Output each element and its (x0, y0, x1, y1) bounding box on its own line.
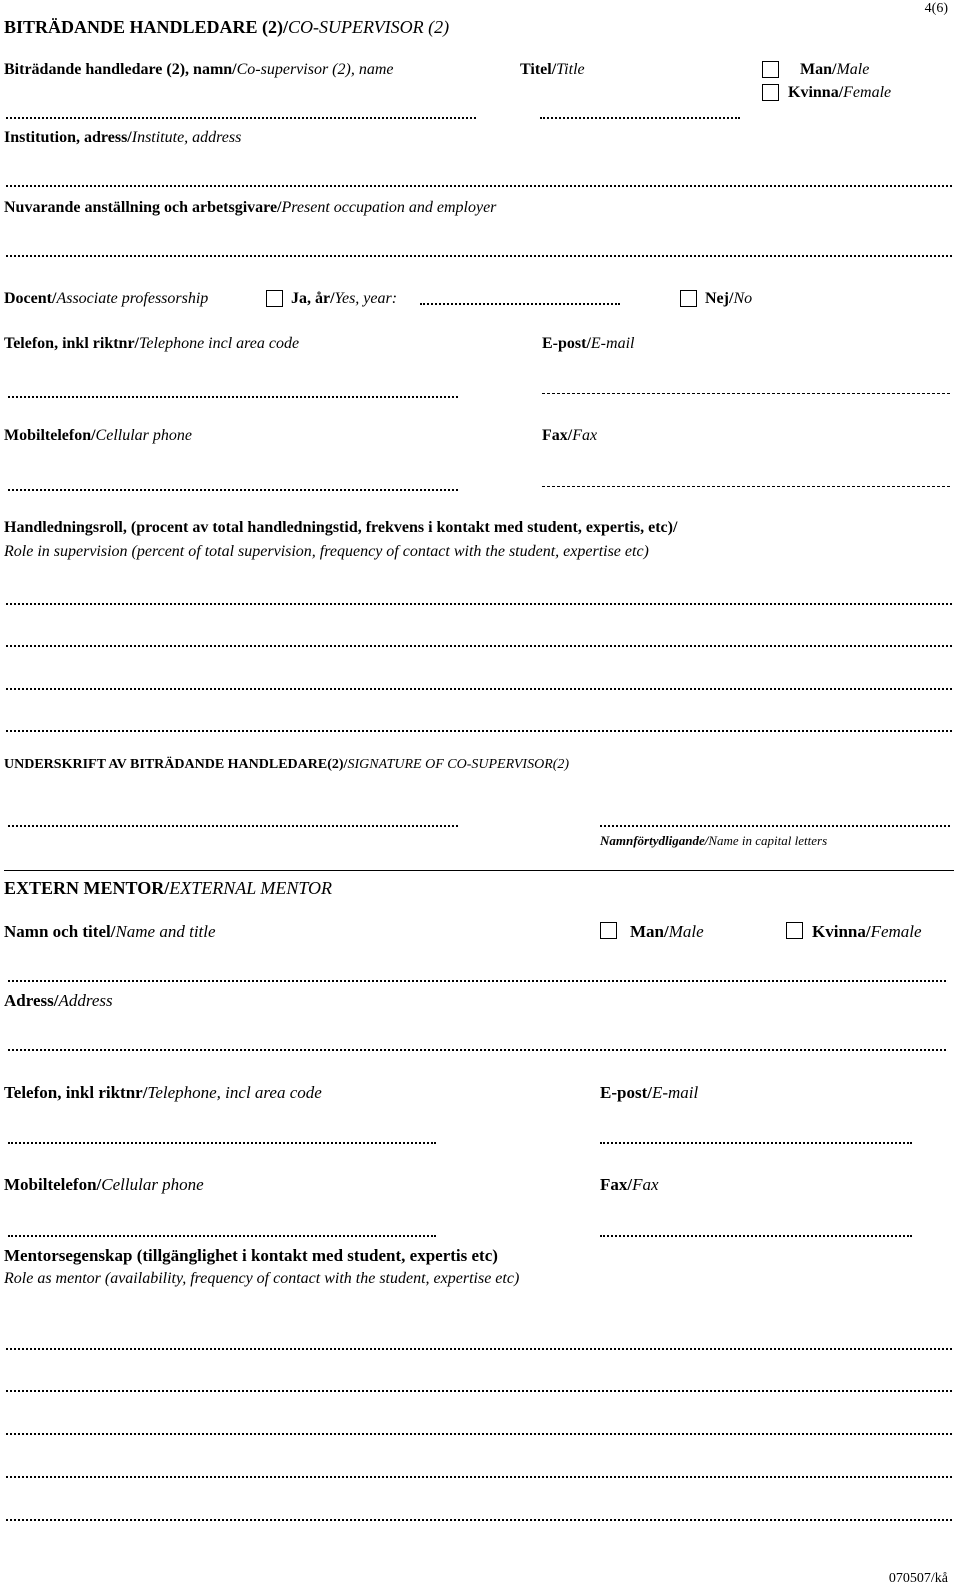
label-sv: Namnförtydligande/ (600, 833, 709, 848)
co-supervisor-name-label (4, 62, 394, 78)
mentor-fax-field[interactable] (600, 1235, 912, 1237)
label-en: Female (870, 922, 922, 941)
label-sv: E-post/ (600, 1083, 652, 1102)
label-sv: Titel/ (520, 61, 557, 78)
label-en: Yes, year: (334, 290, 398, 307)
label-sv: Telefon, inkl riktnr/ (4, 1083, 148, 1102)
mentor-address-field[interactable] (8, 1049, 946, 1051)
label-en: Institute, address (131, 129, 242, 146)
page-number: 4(6) (924, 1, 948, 16)
external-mentor-section-title (4, 879, 332, 897)
mentor-role-field-line-1[interactable] (6, 1348, 952, 1350)
section-title-sv: BITRÄDANDE HANDLEDARE (2)/ (4, 17, 289, 37)
label-en: Telephone, incl area code (147, 1083, 322, 1102)
role-field-line-1[interactable] (6, 603, 952, 605)
label-sv: Kvinna/ (812, 922, 871, 941)
occupation-label (4, 200, 496, 216)
label-sv: Man/ (630, 922, 669, 941)
label-en: SIGNATURE OF CO-SUPERVISOR(2) (347, 757, 570, 772)
email-label (542, 336, 634, 352)
label-en: Address (58, 991, 113, 1010)
mentor-mobile-field[interactable] (8, 1235, 436, 1237)
role-label-sv: Handledningsroll, (procent av total handledningstid, frekvens i kontakt med student, expertis, etc)/ (4, 519, 678, 536)
label-en: E-mail (590, 335, 635, 352)
label-sv: UNDERSKRIFT AV BITRÄDANDE HANDLEDARE(2)/ (4, 757, 348, 772)
label-sv: Fax/ (542, 427, 573, 444)
label-sv: Ja, år/ (291, 290, 335, 307)
female-label (788, 85, 891, 101)
label-en: Associate professorship (56, 290, 209, 307)
label-en: Male (836, 61, 870, 78)
title-field[interactable] (540, 117, 740, 119)
institute-label (4, 130, 241, 146)
label-sv: E-post/ (542, 335, 591, 352)
label-en: Co-supervisor (2), name (236, 61, 394, 78)
mentor-email-label (600, 1084, 698, 1101)
label-sv: Mobiltelefon/ (4, 427, 96, 444)
label-sv: Namn och titel/ (4, 922, 116, 941)
label-en: Present occupation and employer (281, 199, 497, 216)
occupation-field[interactable] (6, 255, 952, 257)
docent-no-label (705, 291, 752, 307)
label-en: Male (668, 922, 704, 941)
label-sv: Telefon, inkl riktnr/ (4, 335, 139, 352)
mentor-role-field-line-2[interactable] (6, 1390, 952, 1392)
label-en: Name in capital letters (708, 833, 828, 848)
signature-field[interactable] (8, 825, 458, 827)
phone-field[interactable] (8, 396, 458, 398)
mentor-name-field[interactable] (8, 980, 946, 982)
mentor-female-checkbox[interactable] (786, 922, 803, 939)
docent-no-checkbox[interactable] (680, 290, 697, 307)
mentor-role-field-line-4[interactable] (6, 1476, 952, 1478)
section-divider (4, 870, 954, 871)
institute-field[interactable] (6, 185, 952, 187)
capital-name-field[interactable] (600, 825, 950, 827)
label-en: Cellular phone (95, 427, 192, 444)
title-label (520, 62, 585, 78)
mentor-role-field-line-5[interactable] (6, 1519, 952, 1521)
phone-label (4, 336, 299, 352)
label-sv: Nuvarande anställning och arbetsgivare/ (4, 199, 282, 216)
co-supervisor-name-field[interactable] (6, 117, 476, 119)
mentor-phone-label (4, 1084, 322, 1101)
mobile-field[interactable] (8, 489, 458, 491)
mentor-mobile-label (4, 1176, 204, 1193)
female-checkbox[interactable] (762, 84, 779, 101)
docent-year-field[interactable] (420, 303, 620, 305)
label-en: E-mail (651, 1083, 699, 1102)
mentor-phone-field[interactable] (8, 1142, 436, 1144)
label-sv: Kvinna/ (788, 84, 844, 101)
label-sv: Biträdande handledare (2), namn/ (4, 61, 237, 78)
label-sv: Nej/ (705, 290, 734, 307)
fax-label (542, 428, 597, 444)
docent-yes-label (291, 291, 397, 307)
mentor-female-label (812, 923, 922, 940)
label-sv: Mobiltelefon/ (4, 1175, 102, 1194)
docent-label (4, 291, 208, 307)
mentor-male-label (630, 923, 704, 940)
label-en: Fax (632, 1175, 659, 1194)
mentor-email-field[interactable] (600, 1142, 912, 1144)
label-sv: Fax/ (600, 1175, 633, 1194)
mentor-male-checkbox[interactable] (600, 922, 617, 939)
label-en: Name and title (115, 922, 216, 941)
label-sv: Docent/ (4, 290, 57, 307)
mentor-address-label (4, 992, 113, 1009)
label-sv: Institution, adress/ (4, 129, 132, 146)
section-title-en: CO-SUPERVISOR (2) (288, 17, 450, 37)
male-label (800, 62, 869, 78)
section-title-sv: EXTERN MENTOR/ (4, 878, 170, 898)
email-field[interactable] (542, 393, 950, 394)
role-field-line-4[interactable] (6, 730, 952, 732)
mentor-role-label-en: Role as mentor (availability, frequency of contact with the student, expertise etc) (4, 1270, 520, 1287)
footer-code: 070507/kå (888, 1571, 948, 1586)
label-en: No (733, 290, 753, 307)
mentor-role-field-line-3[interactable] (6, 1433, 952, 1435)
role-label-en: Role in supervision (percent of total supervision, frequency of contact with the student, expertise etc) (4, 543, 649, 560)
fax-field[interactable] (542, 486, 950, 487)
mobile-label (4, 428, 192, 444)
label-en: Cellular phone (101, 1175, 204, 1194)
role-field-line-3[interactable] (6, 688, 952, 690)
capital-name-label (600, 834, 827, 847)
male-checkbox[interactable] (762, 61, 779, 78)
mentor-name-label (4, 923, 216, 940)
docent-yes-checkbox[interactable] (266, 290, 283, 307)
label-en: Female (843, 84, 892, 101)
label-sv: Adress/ (4, 991, 59, 1010)
co-supervisor-section-title (4, 18, 449, 36)
mentor-role-label-sv: Mentorsegenskap (tillgänglighet i kontakt med student, expertis etc) (4, 1246, 498, 1265)
role-field-line-2[interactable] (6, 645, 952, 647)
label-en: Title (556, 61, 585, 78)
section-title-en: EXTERNAL MENTOR (169, 878, 333, 898)
label-sv: Man/ (800, 61, 837, 78)
signature-label (4, 758, 569, 772)
label-en: Telephone incl area code (138, 335, 300, 352)
mentor-fax-label (600, 1176, 659, 1193)
label-en: Fax (572, 427, 598, 444)
